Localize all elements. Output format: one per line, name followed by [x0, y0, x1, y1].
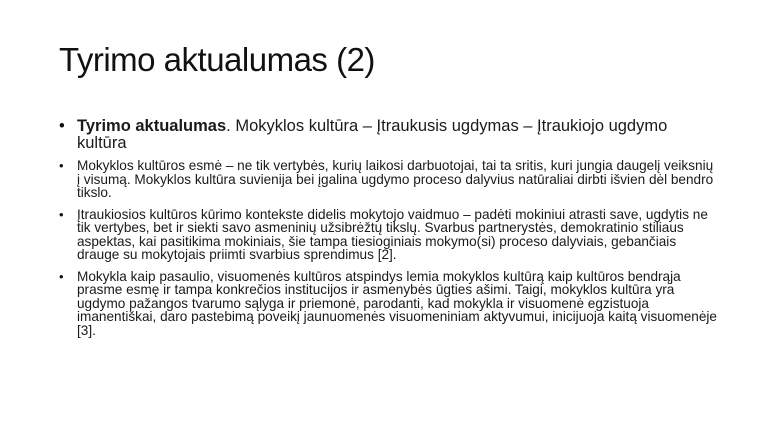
slide-content — [59, 118, 719, 345]
bullet-school-culture-essence: • Mokyklos kultūros esmė – ne tik vertybės, kurių laikosi darbuotojai, tai ta sritis, kuri jungia daugelį veiksnių į visumą. Mokyklos kultūra suvienija bei įgalina ugdymo proceso dalyvius natūraliai dirbti išvien dėl bendro tikslo. — [59, 159, 719, 200]
bullet-inclusive-culture: • Įtraukiosios kultūros kūrimo kontekste didelis mokytojo vaidmuo – padėti mokiniui atrasti save, ugdytis ne tik vertybes, bet ir siekti savo asmeninių užsibrėžtų tikslų. Svarbus partnerystės, demokratinio stiliaus aspektas, kai pasitikima mokiniais, šie tampa tiesioginiais mokymo(si) proceso dalyviais, gebančiais drauge su mokytojais priimti svarbius sprendimus [2]. — [59, 208, 719, 262]
slide-title: Tyrimo aktualumas (2) — [59, 41, 375, 78]
bullet-school-reflection: • Mokykla kaip pasaulio, visuomenės kultūros atspindys lemia mokyklos kultūrą kaip kultūros bendrąja prasme esmę ir tampa konkrečios institucijos ir asmenybės ūgties ašimi. Taigi, mokyklos kultūra yra ugdymo pažangos tvarumo sąlyga ir priemonė, parodanti, kad mokykla ir visuomenė egzistuoja imanentiškai, daro pastebimą poveikį jaunuomenės visuomeniniam aktyvumui, inicijuoja kaitą visuomenėje [3]. — [59, 270, 719, 338]
bullet-main — [59, 118, 719, 152]
bullet-main-text: . Mokyklos kultūra – Įtraukusis ugdymas – Įtraukiojo ugdymo kultūra — [77, 117, 668, 152]
bullet-main-bold: Tyrimo aktualumas — [77, 117, 227, 135]
